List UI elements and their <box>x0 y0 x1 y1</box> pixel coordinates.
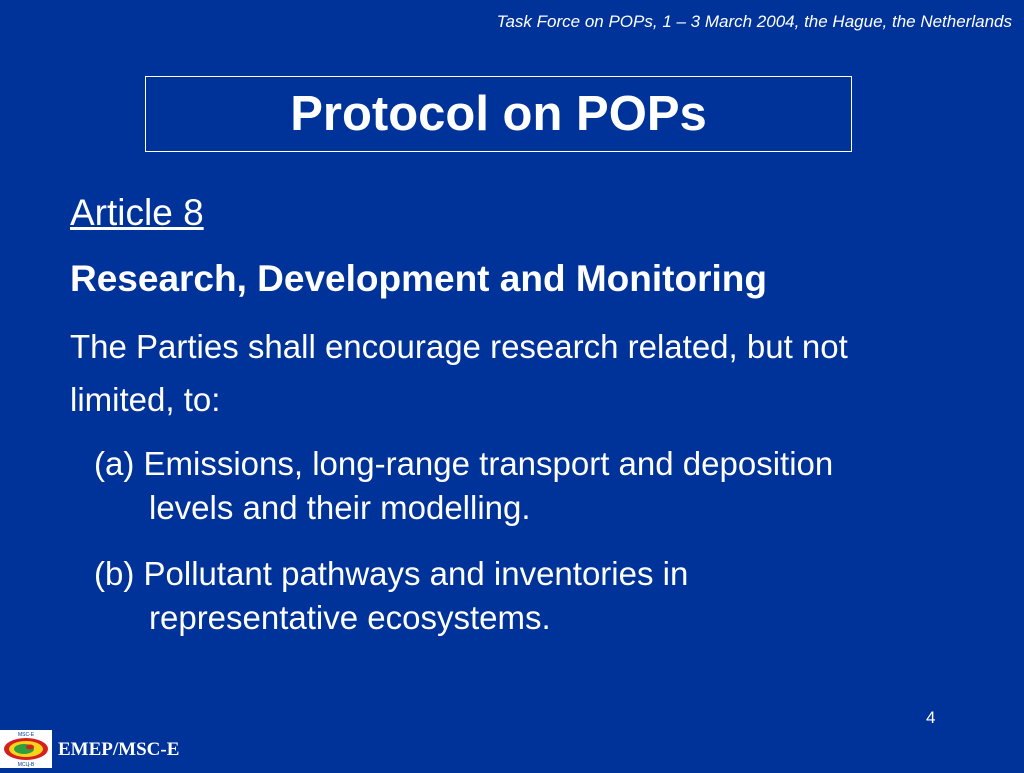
section-heading: Research, Development and Monitoring <box>70 258 767 299</box>
emep-logo-icon <box>0 730 52 768</box>
footer-label: EMEP/MSC-E <box>58 739 180 760</box>
slide-title: Protocol on POPs <box>290 86 707 141</box>
event-note: Task Force on POPs, 1 – 3 March 2004, the Hague, the Netherlands <box>496 12 1012 31</box>
footer <box>0 730 1024 768</box>
slide-content <box>70 192 970 640</box>
article-label: Article 8 <box>70 192 204 233</box>
page-number: 4 <box>926 708 936 727</box>
intro-text: The Parties shall encourage research related, but not limited, to: <box>70 328 848 418</box>
list-item-b: (b) Pollutant pathways and inventories in representative ecosystems. <box>94 555 689 636</box>
title-box <box>145 76 852 152</box>
list-item-a: (a) Emissions, long-range transport and deposition levels and their modelling. <box>94 445 834 526</box>
logo-text-bottom: МСЦ-В <box>17 762 35 768</box>
logo-text-top: MSC-E <box>17 732 35 738</box>
